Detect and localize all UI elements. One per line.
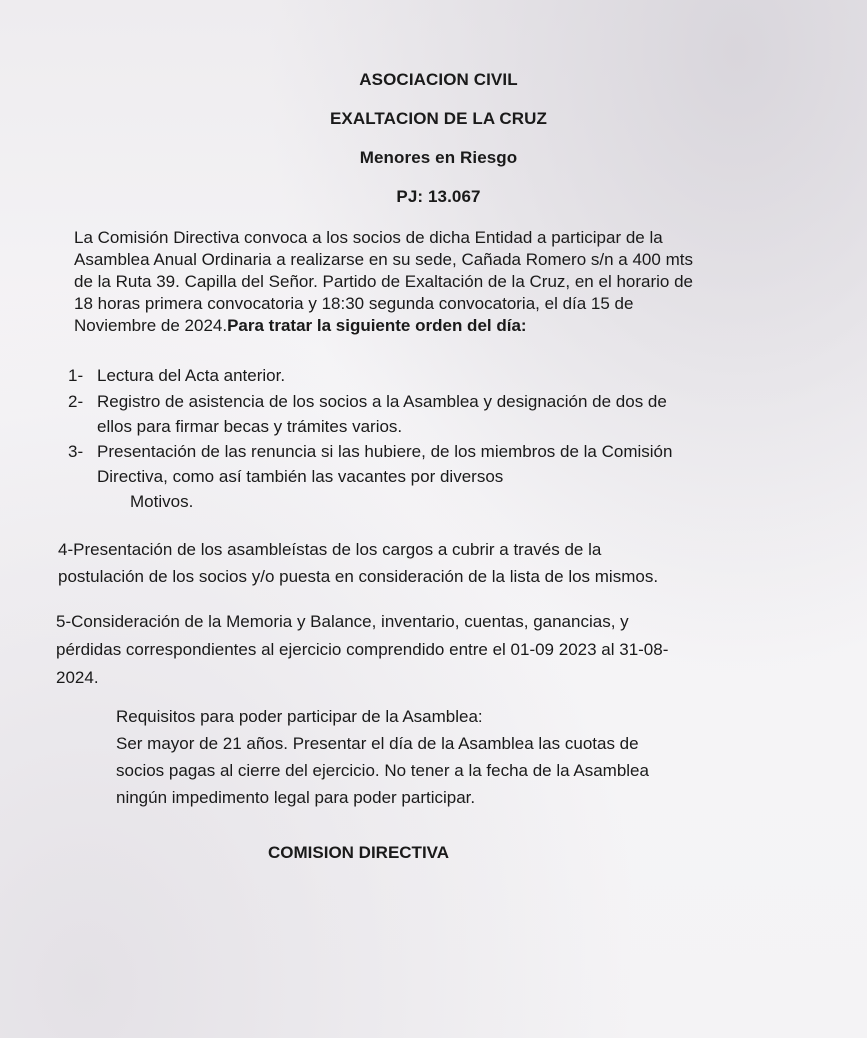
- agenda-item-4: [58, 538, 658, 589]
- agenda-item-1: [68, 365, 672, 387]
- convocation-line: Asamblea Anual Ordinaria a realizarse en su sede, Cañada Romero s/n a 400 mts: [74, 250, 693, 269]
- requirements-text: ningún impedimento legal para poder participar.: [116, 788, 476, 807]
- agenda-item-text: ellos para firmar becas y trámites varios.: [97, 417, 403, 436]
- agenda-item-number: 1-: [68, 366, 84, 385]
- agenda-item-5: [56, 608, 668, 692]
- agenda-item-number: 3-: [68, 442, 84, 461]
- convocation-line: [74, 315, 693, 337]
- organization-name: EXALTACION DE LA CRUZ: [329, 109, 548, 128]
- organization-type: ASOCIACION CIVIL: [359, 70, 518, 89]
- convocation-line: de la Ruta 39. Capilla del Señor. Partido de Exaltación de la Cruz, en el horario de: [74, 272, 693, 291]
- agenda-item-text: 2024.: [56, 668, 99, 687]
- agenda-item-text: 5-Consideración de la Memoria y Balance, inventario, cuentas, ganancias, y: [56, 612, 629, 631]
- requirements-title: Requisitos para poder participar de la Asamblea:: [116, 707, 483, 726]
- agenda-item-text: Registro de asistencia de los socios a la Asamblea y designación de dos de: [97, 392, 667, 411]
- signature: COMISION DIRECTIVA: [268, 843, 450, 862]
- agenda-intro: Para tratar la siguiente orden del día:: [227, 316, 527, 335]
- agenda-item-2: [68, 391, 672, 438]
- agenda-item-text: Motivos.: [130, 492, 194, 511]
- convocation-line: 18 horas primera convocatoria y 18:30 segunda convocatoria, el día 15 de: [74, 294, 634, 313]
- requirements-text: Ser mayor de 21 años. Presentar el día de la Asamblea las cuotas de: [116, 734, 639, 753]
- agenda-item-number: 2-: [68, 392, 84, 411]
- convocation-date-text: Noviembre de 2024.: [74, 316, 228, 335]
- legal-registration: PJ: 13.067: [396, 187, 481, 206]
- agenda-list: [68, 365, 672, 513]
- convocation-line: La Comisión Directiva convoca a los socios de dicha Entidad a participar de la: [74, 228, 663, 247]
- requirements-text: socios pagas al cierre del ejercicio. No tener a la fecha de la Asamblea: [116, 761, 649, 780]
- requirements-section: [116, 705, 649, 810]
- agenda-item-text: 4-Presentación de los asambleístas de los cargos a cubrir a través de la: [58, 540, 602, 559]
- agenda-item-text: Lectura del Acta anterior.: [97, 366, 286, 385]
- organization-subtitle: Menores en Riesgo: [359, 148, 518, 167]
- agenda-item-text: Directiva, como así también las vacantes por diversos: [97, 467, 504, 486]
- agenda-item-text: Presentación de las renuncia si las hubiere, de los miembros de la Comisión: [97, 442, 673, 461]
- agenda-item-3: [68, 441, 672, 513]
- agenda-item-text: postulación de los socios y/o puesta en consideración de la lista de los mismos.: [58, 567, 659, 586]
- agenda-item-text: pérdidas correspondientes al ejercicio comprendido entre el 01-09 2023 al 31-08-: [56, 640, 669, 659]
- convocation-paragraph: [74, 227, 693, 337]
